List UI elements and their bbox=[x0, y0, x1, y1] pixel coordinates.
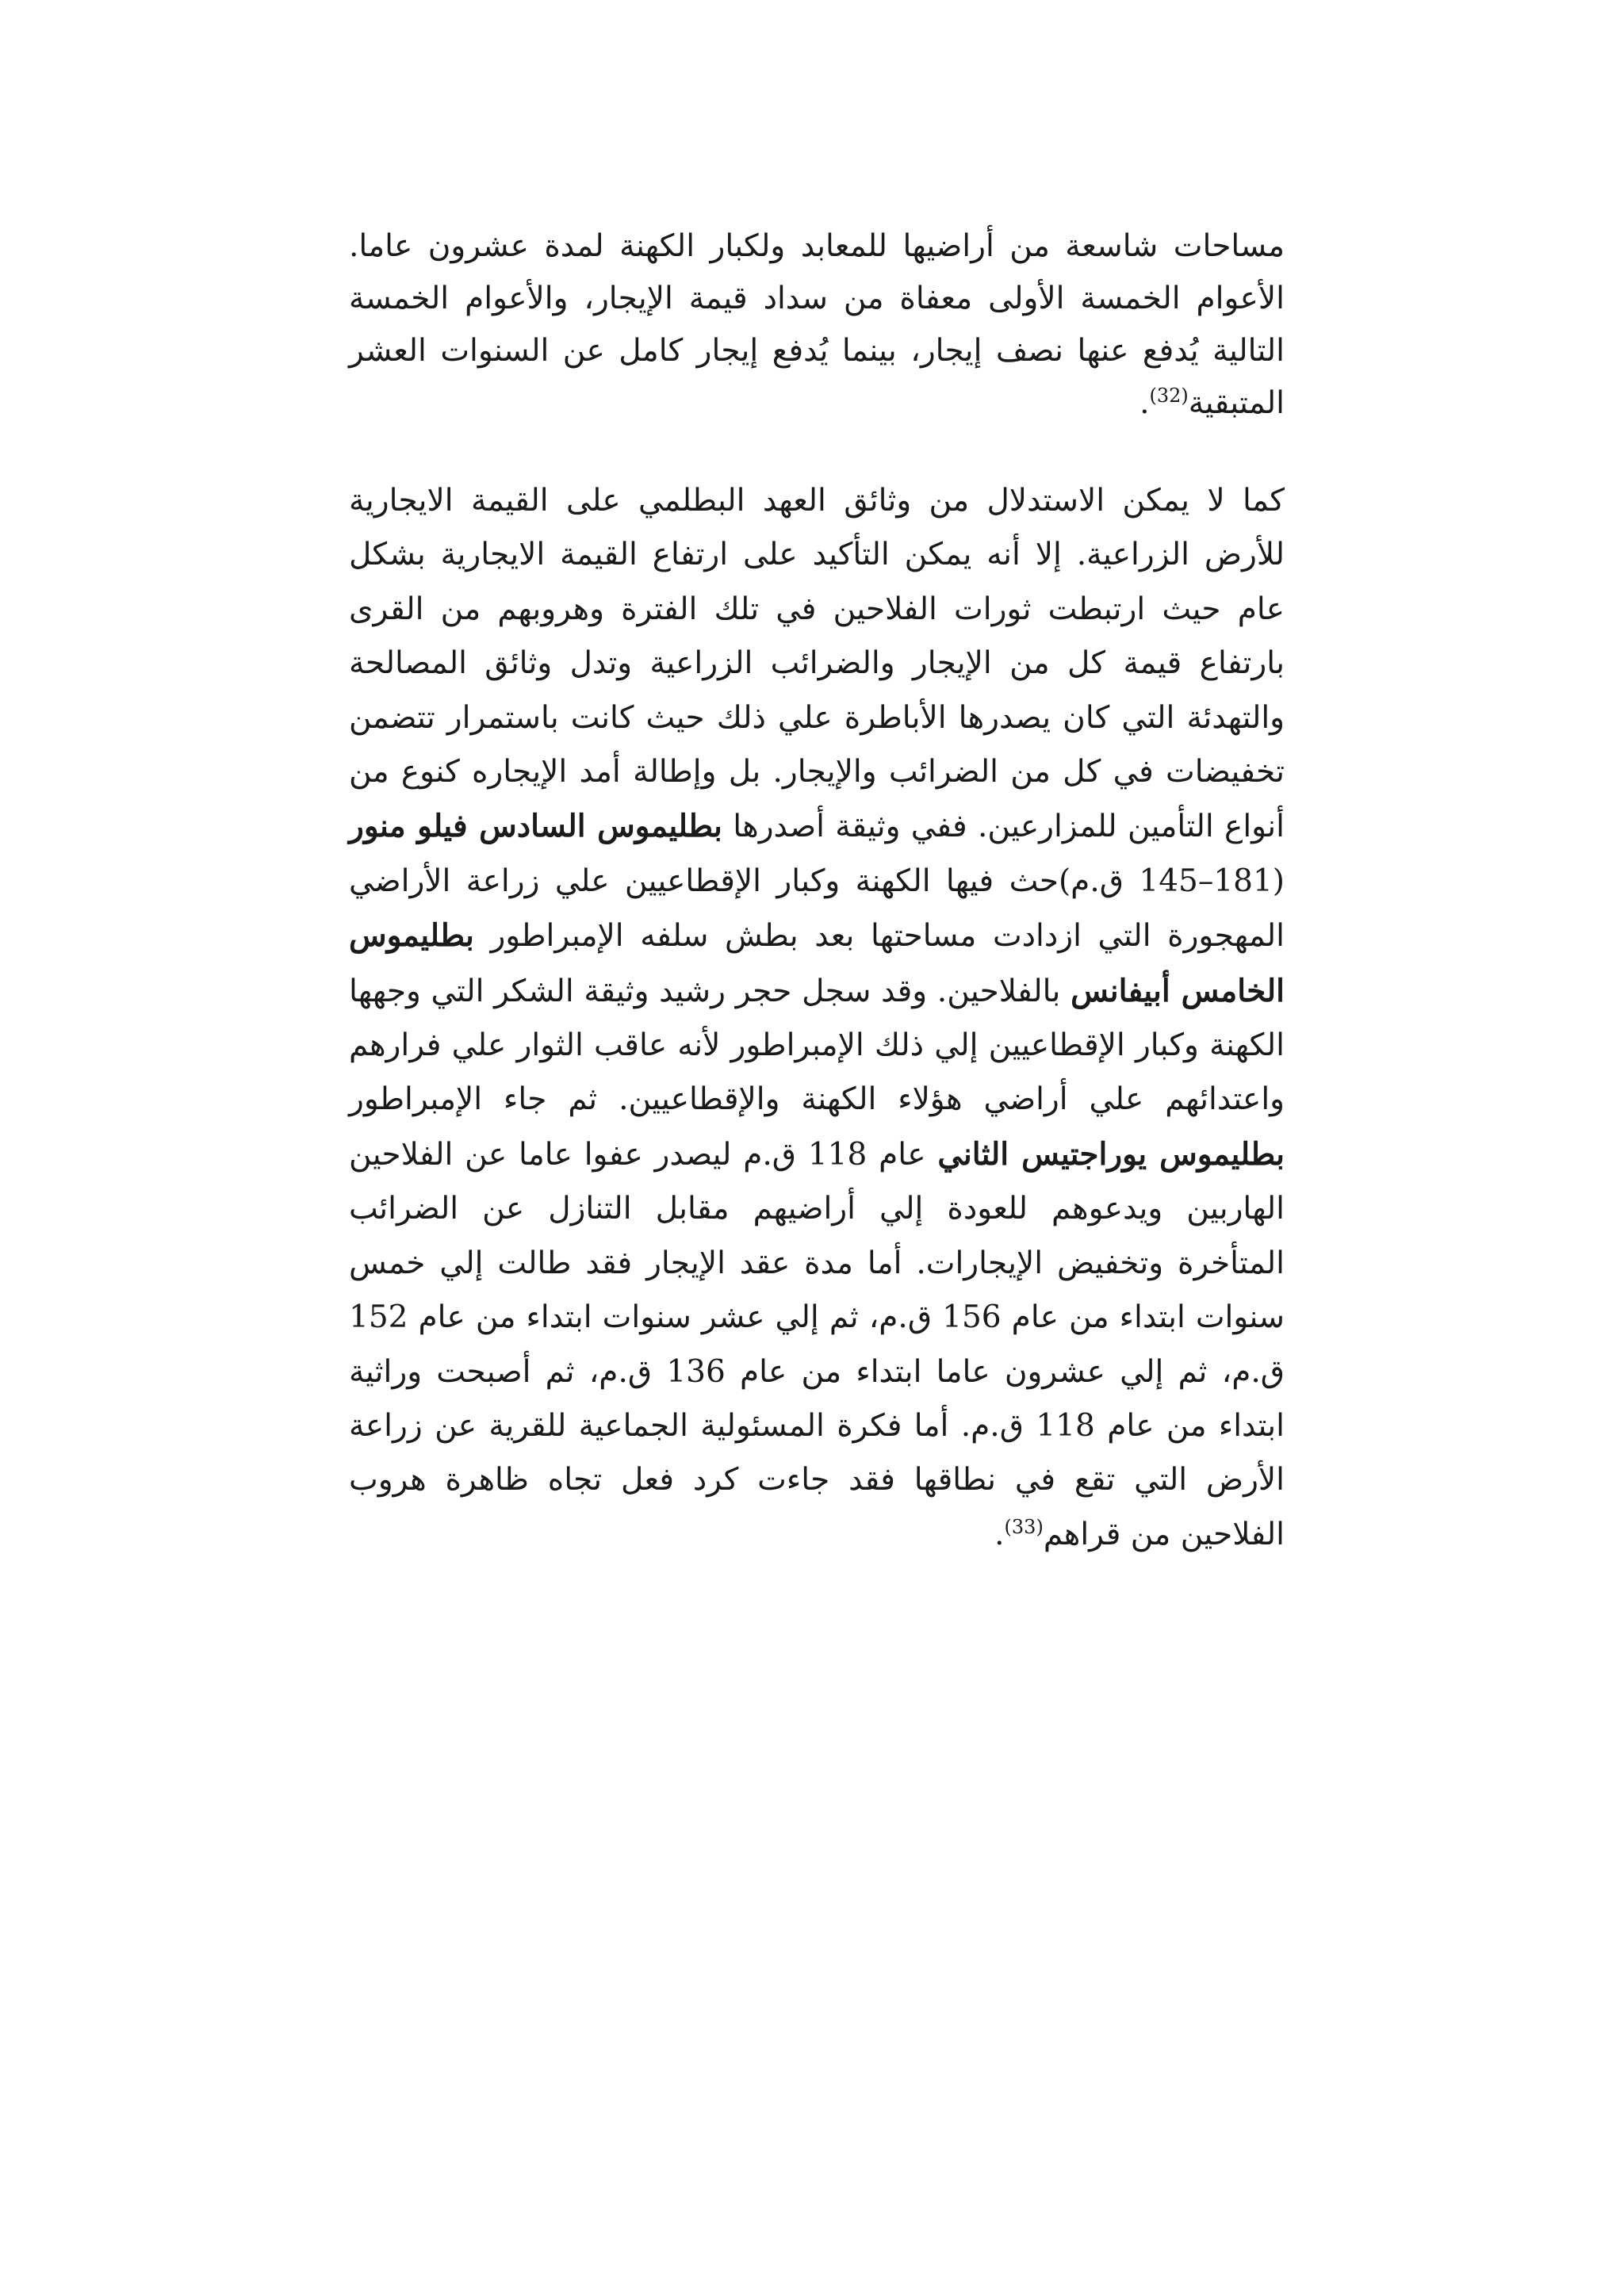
paragraph2-end: . bbox=[994, 1516, 1005, 1552]
paragraph-land-grants bbox=[349, 220, 1285, 430]
paragraph2-segment-3: بالفلاحين. وقد سجل حجر رشيد وثيقة الشكر التي وجهها الكهنة وكبار الإقطاعيين إلي ذلك الإمبراطور لأنه عاقب الثوار علي فرارهم واعتدائهم علي أراضي هؤلاء الكهنة والإقطاعيين. ثم جاء الإمبراطور bbox=[349, 973, 1285, 1118]
paragraph2-segment-1: كما لا يمكن الاستدلال من وثائق العهد البطلمي على القيمة الايجارية للأرض الزراعية. إلا أنه يمكن التأكيد على ارتفاع القيمة الايجارية بشكل عام حيث ارتبطت ثورات الفلاحين في تلك الفترة وهروبهم من القرى بارتفاع قيمة كل من الإيجار والضرائب الزراعية وتدل وثائق المصالحة والتهدئة التي كان يصدرها الأباطرة علي ذلك حيث كانت باستمرار تتضمن تخفيضات في كل من الضرائب والإيجار. بل وإطالة أمد الإيجاره كنوع من أنواع التأمين للمزارعين. ففي وثيقة أصدرها bbox=[349, 483, 1285, 845]
paragraph1-text: مساحات شاسعة من أراضيها للمعابد ولكبار الكهنة لمدة عشرون عاما. الأعوام الخمسة الأولى معفاة من سداد قيمة الإيجار، والأعوام الخمسة التالية يُدفع عنها نصف إيجار، بينما يُدفع إيجار كامل عن السنوات العشر المتبقية bbox=[349, 228, 1285, 421]
footnote-ref-32: (32) bbox=[1149, 385, 1189, 407]
paragraph2-segment-2: (181–145 ق.م)حث فيها الكهنة وكبار الإقطاعيين علي زراعة الأراضي المهجورة التي ازدادت مساحتها بعد بطش سلفه الإمبراطور bbox=[349, 863, 1285, 955]
paragraph-rental-value bbox=[349, 474, 1285, 1562]
ptolemy-viii-name: بطليموس يوراجتيس الثاني bbox=[937, 1135, 1285, 1173]
ptolemy-v-name: بطليموس الخامس أبيفانس bbox=[349, 917, 1285, 1009]
ptolemy-vi-name: بطليموس السادس فيلو منور bbox=[349, 808, 722, 845]
paragraph2-segment-4: عام 118 ق.م ليصدر عفوا عاما عن الفلاحين الهاربين ويدعوهم للعودة إلي أراضيهم مقابل التنازل عن الضرائب المتأخرة وتخفيض الإيجارات. أما مدة عقد الإيجار فقد طالت إلي خمس سنوات ابتداء من عام 156 ق.م، ثم إلي عشر سنوات ابتداء من عام 152 ق.م، ثم إلي عشرون عاما ابتداء من عام 136 ق.م، ثم أصبحت وراثية ابتداء من عام 118 ق.م. أما فكرة المسئولية الجماعية للقرية عن زراعة الأرض التي تقع في نطاقها فقد جاءت كرد فعل تجاه ظاهرة هروب الفلاحين من قراهم bbox=[349, 1136, 1285, 1552]
paragraph1-end: . bbox=[1139, 385, 1150, 421]
footnote-ref-33: (33) bbox=[1004, 1515, 1044, 1538]
